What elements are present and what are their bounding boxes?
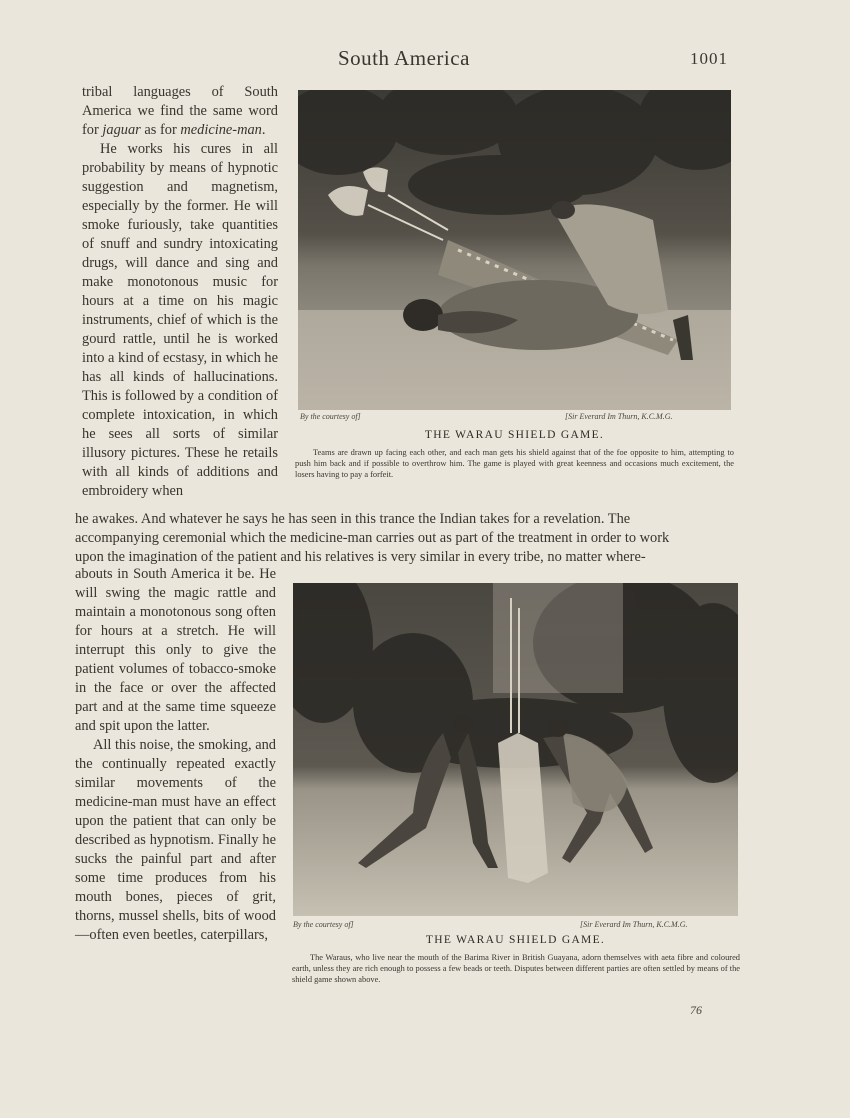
text-column-top [82,83,278,501]
column-top-paragraph: tribal languages of South America we find the same word for jaguar as for medicine-man. [82,84,278,138]
column-top-paragraph: He works his cures in all probability by means of hypnotic suggestion and magnetism, especially by the former. He will smoke furiously, take quantities of snuff and sundry intoxicating drugs, will dance and sing and make monotonous music for hours at a time on his magic instruments, chief of which is the gourd rattle, until he is worked into a kind of ecstasy, in which he has all kinds of hallucinations. This is followed by a condition of complete intoxication, in which he sees all sorts of similar illusory pictures. These he retails with all kinds of additions and embroidery when [82,141,278,499]
photo-credit-right-1: [Sir Everard Im Thurn, K.C.M.G. [565,412,673,421]
photo-credit-left-1: By the courtesy of] [300,412,361,421]
photo-credit-left-2: By the courtesy of] [293,920,354,929]
photo-illustration-2 [293,583,738,916]
column-bottom-paragraph: All this noise, the smoking, and the continually repeated exactly similar movements of the medicine-man must have an effect upon the patient that can only be described as hypnotism. Finally he sucks the painful part and after some time produces from his mouth bones, pieces of grit, thorns, mussel shells, bits of wood—often even beetles, caterpillars, [75,737,276,943]
page-number: 1001 [690,49,728,68]
caption-title-1: THE WARAU SHIELD GAME. [424,429,605,441]
full-width-paragraph [75,510,736,567]
signature-mark: 76 [690,1003,702,1017]
text-column-bottom [75,565,276,945]
caption-title-2: THE WARAU SHIELD GAME. [425,934,606,946]
running-head-title: South America [338,46,470,70]
full-width-line: he awakes. And whatever he says he has seen in this trance the Indian takes for a revelation. The [75,511,631,527]
column-bottom-paragraph: abouts in South America it be. He will swing the magic rattle and maintain a monotonous song often for hours at a stretch. He will interrupt this only to give the patient volumes of tobacco-smoke in the face or over the affected part and at the same time squeeze and spit upon the latter. [75,566,276,734]
photo-illustration-1 [298,90,731,410]
full-width-line: accompanying ceremonial which the medicine-man carries out as part of the treatment in order to work [75,530,670,546]
photo-credit-right-2: [Sir Everard Im Thurn, K.C.M.G. [580,920,688,929]
caption-text-2: The Waraus, who live near the mouth of the Barima River in British Guayana, adorn themselves with aeta fibre and coloured earth, unless they are rich enough to possess a few beads or teeth. Disputes between different parties are often settled by means of the shield game shown above. [292,953,740,984]
full-width-line: upon the imagination of the patient and his relatives is very similar in every tribe, no matter where- [75,549,646,565]
caption-text-1: Teams are drawn up facing each other, and each man gets his shield against that of the foe opposite to him, attempting to push him back and if possible to overthrow him. The game is played with great keenness and occasions much excitement, the losers having to pay a forfeit. [295,448,734,479]
photo-shield-game-1 [298,90,731,410]
running-head [0,46,850,72]
photo-shield-game-2 [293,583,738,916]
